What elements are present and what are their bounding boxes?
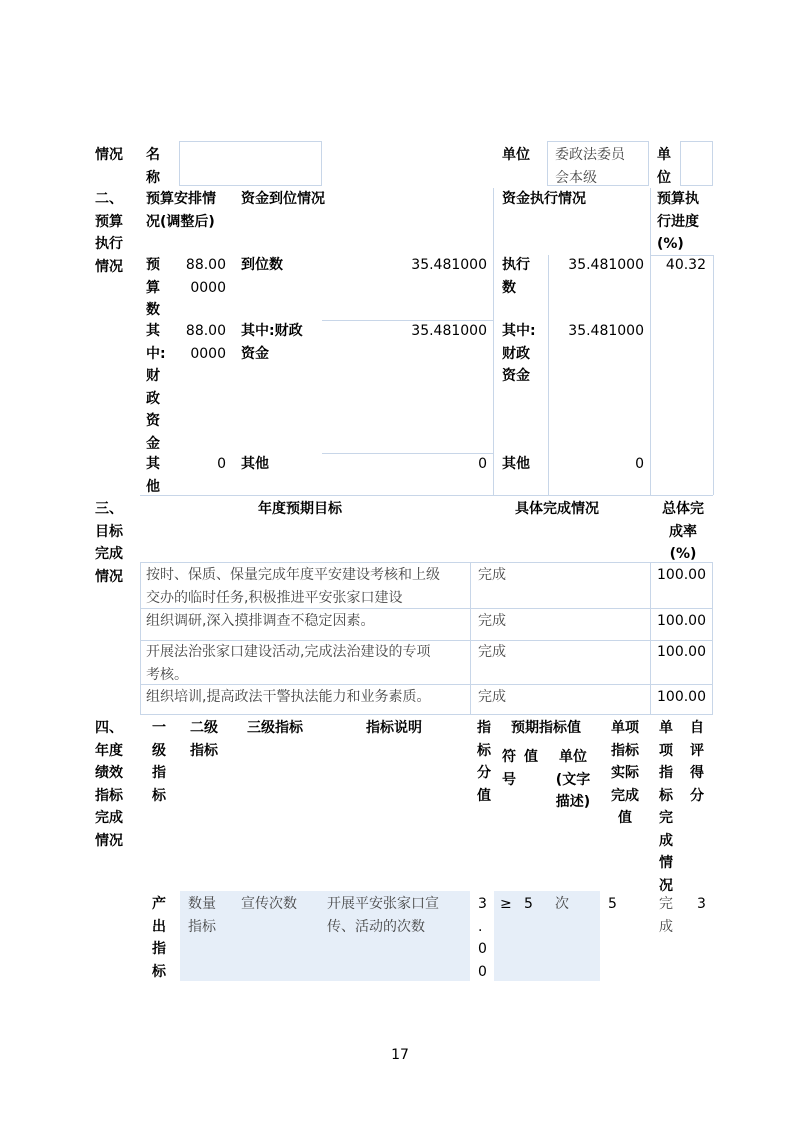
goal-rate: 100.00	[657, 567, 706, 583]
exec-header: 资金执行情况	[502, 191, 586, 207]
indicator-actual: 5	[608, 896, 617, 912]
budget-other-label: 其 他	[146, 456, 160, 495]
indicator-unit: 次	[555, 896, 569, 912]
exec-value-border	[548, 255, 549, 495]
detail-header: 具体完成情况	[515, 501, 599, 517]
expected-header: 预期指标值	[511, 720, 581, 736]
indicator-score: 3 . 0 0	[478, 896, 487, 980]
exec-other-label: 其他	[502, 456, 530, 472]
level2-header: 二级 指标	[190, 720, 218, 759]
fund-fiscal-label: 其中:财政 资金	[241, 323, 303, 362]
score-header: 指 标 分 值	[477, 720, 491, 804]
fund-total-value: 35.481000	[411, 257, 487, 273]
page-number: 17	[391, 1047, 409, 1063]
unit-label: 单位	[502, 147, 530, 163]
rate-header: 总体完 成率 (%)	[662, 501, 704, 562]
budget-total-value: 88.00 0000	[185, 257, 226, 296]
exec-total-label: 执行 数	[502, 257, 530, 296]
name-value-box	[179, 141, 322, 186]
goal-status: 完成	[478, 689, 506, 705]
rate-col-border	[650, 562, 651, 715]
value-header: 值	[524, 749, 538, 765]
unit-label2: 单 位	[657, 147, 671, 186]
indicator-level3: 宣传次数	[241, 896, 297, 912]
level1-header: 一 级 指 标	[152, 720, 166, 804]
section2-label: 二、 预算 执行 情况	[95, 191, 123, 275]
exec-other-value: 0	[635, 456, 644, 472]
section4-label: 四、 年度 绩效 指标 完成 情况	[95, 720, 123, 849]
section3-label: 三、 目标 完成 情况	[95, 501, 123, 585]
goal-header: 年度预期目标	[258, 501, 342, 517]
goal-text: 按时、保质、保量完成年度平安建设考核和上级 交办的临时任务,积极推进平安张家口建设	[146, 567, 440, 606]
symbol-header: 符 号	[502, 749, 516, 788]
indicator-symbol: ≥	[500, 896, 512, 912]
fund-total-label: 到位数	[241, 257, 283, 273]
budget-header: 预算安排情 况(调整后)	[146, 191, 216, 230]
name-label: 名 称	[146, 147, 160, 186]
indicator-level2: 数量 指标	[188, 896, 216, 935]
goal-status: 完成	[478, 613, 506, 629]
budget-fiscal-value: 88.00 0000	[185, 323, 226, 362]
goal-status: 完成	[478, 644, 506, 660]
row1-col1: 情况	[95, 147, 123, 163]
indicator-desc: 开展平安张家口宣 传、活动的次数	[327, 896, 439, 935]
unit-value: 委政法委员 会本级	[555, 147, 625, 186]
fund-fiscal-value: 35.481000	[411, 323, 487, 339]
exec-fiscal-label: 其中: 财政 资金	[502, 323, 536, 384]
selfscore-header: 自 评 得 分	[690, 720, 704, 804]
goal-text: 组织调研,深入摸排调查不稳定因素。	[146, 613, 375, 629]
fund-other-value: 0	[478, 456, 487, 472]
indicator-level1: 产 出 指 标	[152, 896, 166, 980]
goal-rate: 100.00	[657, 644, 706, 660]
desc-header: 指标说明	[366, 720, 422, 736]
fund-other-label: 其他	[241, 456, 269, 472]
goal-text: 开展法治张家口建设活动,完成法治建设的专项 考核。	[146, 644, 431, 683]
indicator-value: 5	[524, 896, 533, 912]
goal-rate: 100.00	[657, 613, 706, 629]
indicator-selfscore: 3	[697, 896, 706, 912]
level3-header: 三级指标	[247, 720, 303, 736]
status-header: 单 项 指 标 完 成 情 况	[659, 720, 673, 894]
funds-header: 资金到位情况	[241, 191, 325, 207]
progress-value: 40.32	[665, 257, 706, 273]
unit-header: 单位 (文字 描述)	[555, 749, 591, 810]
indicator-status: 完 成	[659, 896, 673, 935]
exec-fiscal-value: 35.481000	[568, 323, 644, 339]
goal-status: 完成	[478, 567, 506, 583]
progress-right-border	[713, 255, 714, 495]
budget-fiscal-label: 其 中: 财 政 资 金	[146, 323, 166, 452]
goal-rate: 100.00	[657, 689, 706, 705]
goal-text: 组织培训,提高政法干警执法能力和业务素质。	[146, 689, 431, 705]
exec-total-value: 35.481000	[568, 257, 644, 273]
progress-left-border	[650, 188, 651, 495]
budget-total-label: 预 算 数	[146, 257, 160, 318]
goal-col-border	[470, 562, 471, 715]
unit-value2-box	[680, 141, 713, 186]
progress-header: 预算执 行进度 (%)	[657, 191, 699, 252]
actual-header: 单项 指标 实际 完成 值	[611, 720, 639, 826]
exec-left-border	[493, 188, 494, 495]
budget-other-value: 0	[217, 456, 226, 472]
section2-bottom	[140, 495, 713, 496]
